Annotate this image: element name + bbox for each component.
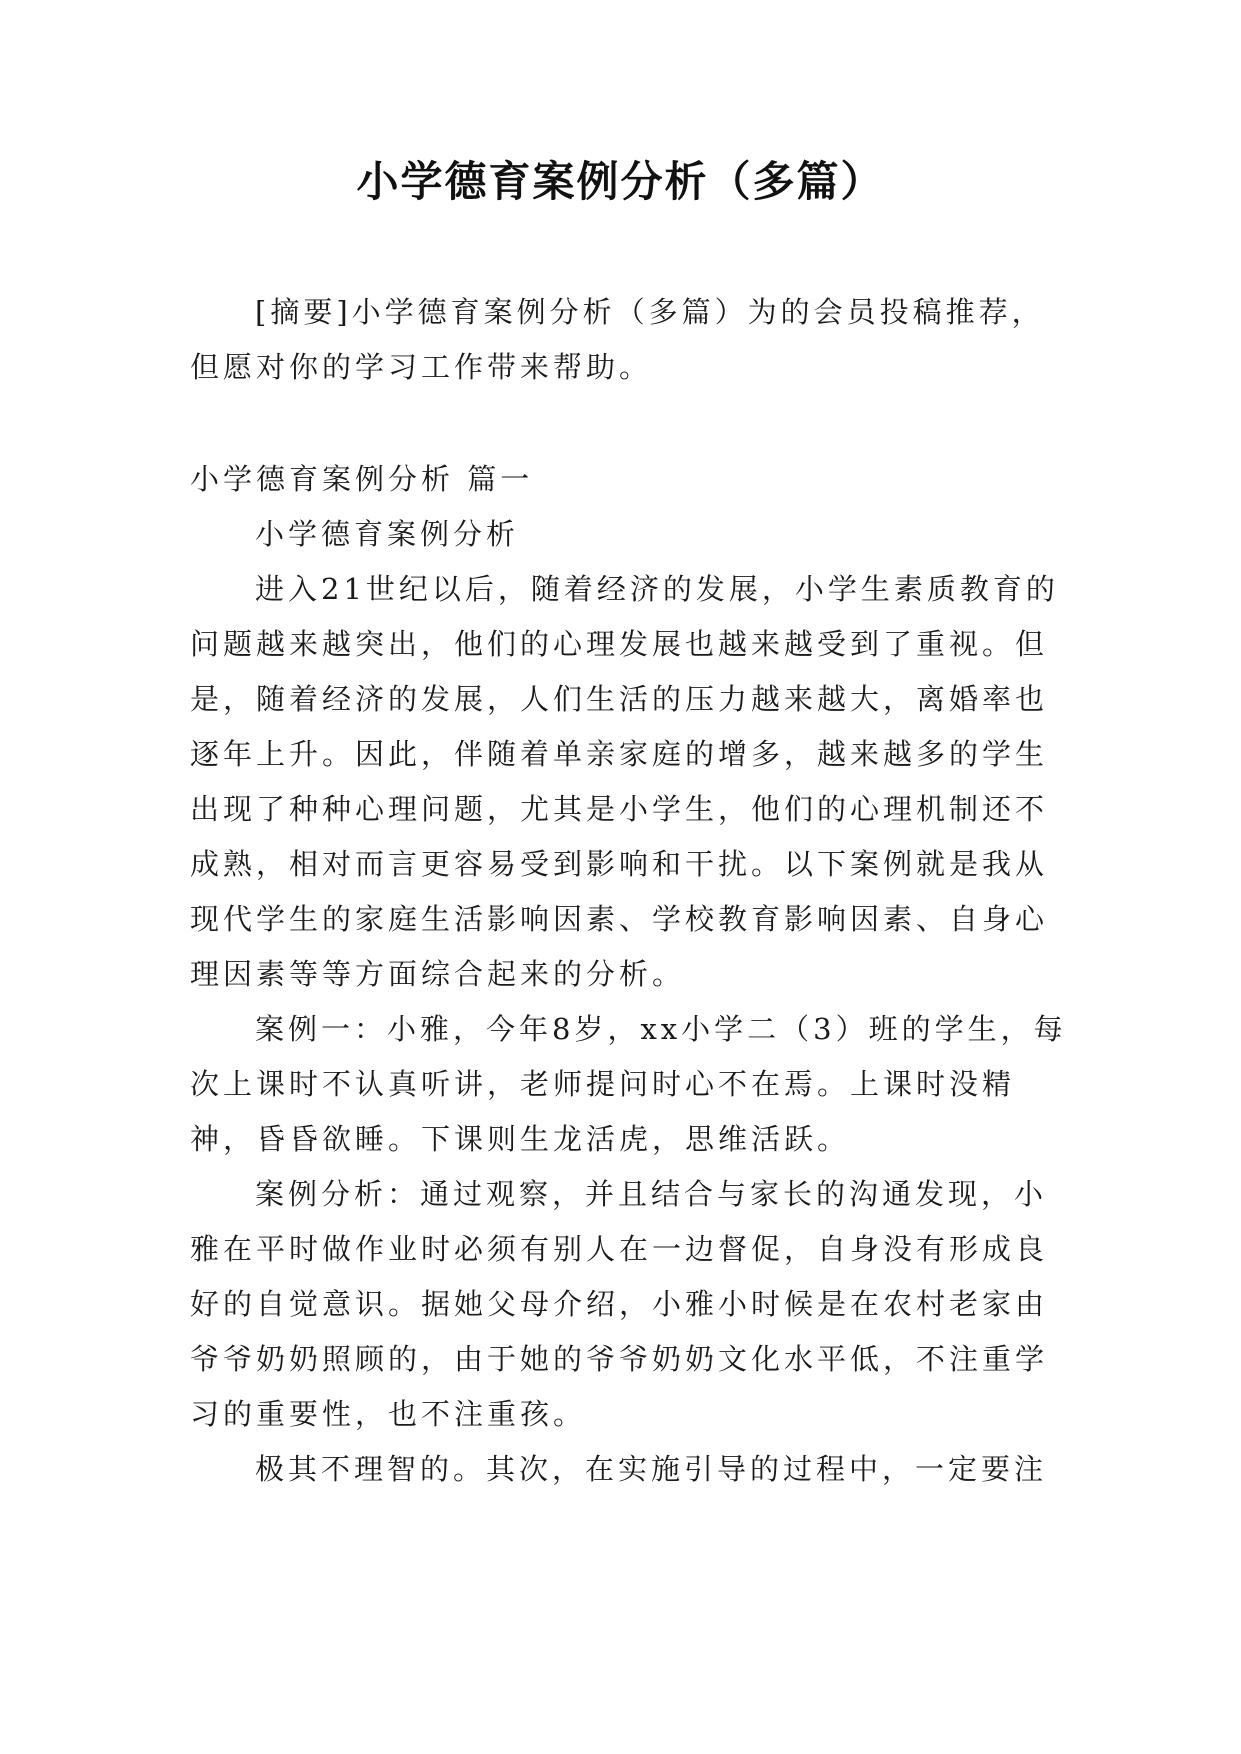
subheading: 小学德育案例分析 xyxy=(255,517,520,551)
document-body xyxy=(190,285,1070,1497)
body-paragraph-2: 案例一：小雅，今年8岁，xx小学二（3）班的学生，每次上课时不认真听讲，老师提问时心不在焉。上课时没精神，昏昏欲睡。下课则生龙活虎，思维活跃。 xyxy=(190,1012,1067,1156)
document-title: 小学德育案例分析（多篇） xyxy=(356,157,885,206)
body-paragraph-4: 极其不理智的。其次，在实施引导的过程中，一定要注 xyxy=(255,1452,1048,1486)
body-paragraph-3: 案例分析：通过观察，并且结合与家长的沟通发现，小雅在平时做作业时必须有别人在一边督促，自身没有形成良好的自觉意识。据她父母介绍，小雅小时候是在农村老家由爷爷奶奶照顾的，由于她的爷爷奶奶文化水平低，不注重学习的重要性，也不注重孩。 xyxy=(190,1177,1049,1431)
section-heading: 小学德育案例分析 篇一 xyxy=(190,462,534,496)
abstract-paragraph: [摘要]小学德育案例分析（多篇）为的会员投稿推荐，但愿对你的学习工作带来帮助。 xyxy=(190,295,1045,384)
body-paragraph-1: 进入21世纪以后，随着经济的发展，小学生素质教育的问题越来越突出，他们的心理发展也越来越受到了重视。但是，随着经济的发展，人们生活的压力越来越大，离婚率也逐年上升。因此，伴随着单亲家庭的增多，越来越多的学生出现了种种心理问题，尤其是小学生，他们的心理机制还不成熟，相对而言更容易受到影响和干扰。以下案例就是我从现代学生的家庭生活影响因素、学校教育影响因素、自身心理因素等等方面综合起来的分析。 xyxy=(190,572,1059,991)
